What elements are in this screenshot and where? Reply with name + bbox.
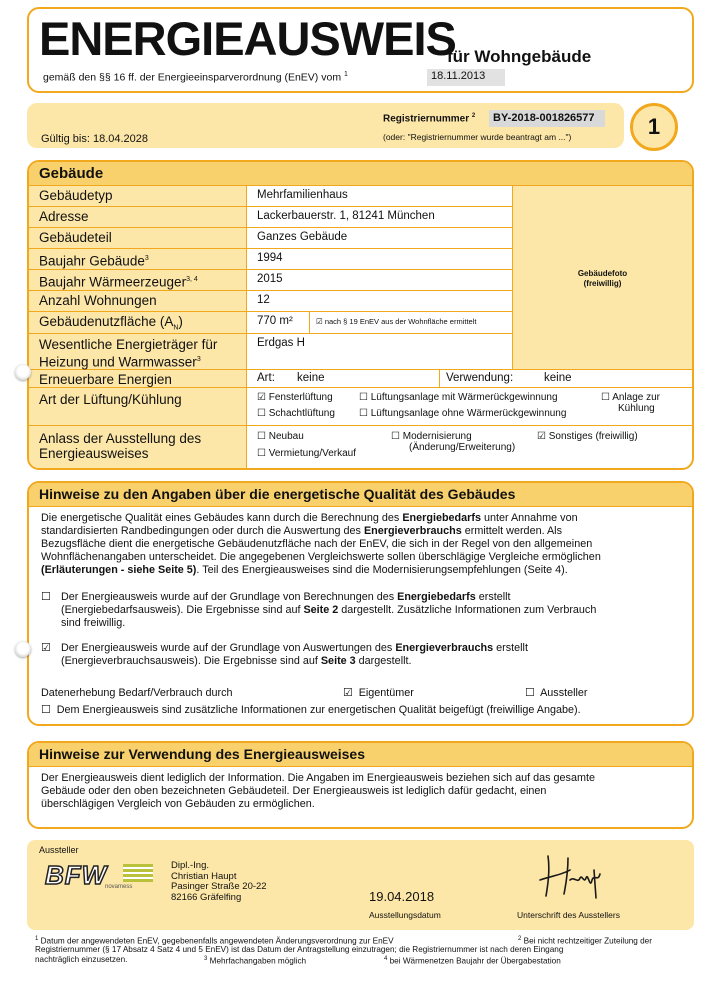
row-gebaeudeteil: Gebäudeteil Ganzes Gebäude	[29, 228, 513, 249]
lueftung-kuehlung[interactable]: ☐ Anlage zur	[601, 392, 661, 403]
row-wohnungen: Anzahl Wohnungen 12	[29, 291, 513, 312]
footnote-4: $^4$ bei Wärmenetzen Baujahr der Übergabestation	[384, 956, 561, 966]
lueftung-schacht[interactable]: ☐ Schachtlüftung	[257, 408, 335, 419]
hinweise-qualitaet-section	[27, 481, 694, 726]
registration-label: Registriernummer $^2$	[383, 113, 476, 125]
row-waermeerzeuger: Baujahr Wärmeerzeuger$^{3, 4}$ 2015	[29, 270, 513, 291]
document-title: ENERGIEAUSWEIS	[39, 12, 456, 65]
page-number-badge: 1	[630, 103, 678, 151]
hinweise-qualitaet-title: Hinweise zu den Angaben über die energetische Qualität des Gebäudes	[29, 483, 692, 507]
row-nutzflaeche: Gebäudenutzfläche $(A_N)$ 770 m² ☑ nach § 19 EnEV aus der Wohnfläche ermittelt	[29, 312, 513, 334]
ausstellungsdatum: 19.04.2018	[369, 889, 435, 904]
valid-until: Gültig bis: 18.04.2028	[41, 133, 149, 145]
lueftung-ohne-wrg[interactable]: ☐ Lüftungsanlage ohne Wärmerückgewinnung	[359, 408, 567, 419]
row-energietraeger: Wesentliche Energieträger für Heizung und Warmwasser$^3$ Erdgas H	[29, 334, 513, 370]
option-verbrauchsausweis: ☑ Der Energieausweis wurde auf der Grundlage von Auswertungen des Energieverbrauchs erstellt (Energieverbrauchsausweis). Die Ergebnisse sind auf Seite 3 dargestellt.	[41, 642, 528, 667]
signature-label: Unterschrift des Ausstellers	[517, 910, 620, 920]
registration-number: BY-2018-001826577	[489, 110, 605, 127]
footnote-3: $^3$ Mehrfachangaben möglich	[204, 956, 307, 966]
zusatzinfo-checkbox[interactable]: ☐	[41, 704, 51, 716]
ausstellungsdatum-label: Ausstellungsdatum	[369, 910, 441, 920]
footnote-2-line1: $^2$ Bei nicht rechtzeitiger Zuteilung der	[518, 936, 652, 946]
aussteller-checkbox[interactable]: ☐ Aussteller	[525, 687, 588, 699]
punch-hole-bottom	[15, 641, 31, 657]
document-subtitle: für Wohngebäude	[447, 47, 592, 66]
row-erneuerbare: Erneuerbare Energien Art: keine Verwendung: keine	[29, 370, 692, 388]
footnote-1-line2: nachträglich einzusetzen.	[35, 955, 128, 964]
aussteller-section	[27, 840, 694, 930]
gebaeude-section	[27, 160, 694, 470]
datenerhebung-row: Datenerhebung Bedarf/Verbrauch durch ☑ Eigentümer ☐ Aussteller	[41, 687, 588, 699]
anlass-neubau[interactable]: ☐ Neubau	[257, 431, 304, 442]
anlass-modernisierung[interactable]: ☐ Modernisierung	[391, 431, 472, 442]
gebaeude-title: Gebäude	[29, 162, 692, 186]
row-baujahr: Baujahr Gebäude$^3$ 1994	[29, 249, 513, 270]
row-anlass: Anlass der Ausstellung des Energieausweises ☐ Neubau ☐ Modernisierung (Änderung/Erweiterung) ☑ Sonstiges (freiwillig) ☐ Vermietung/Verkauf	[29, 426, 692, 468]
eigentuemer-checkbox[interactable]: ☑ Eigentümer	[343, 687, 414, 699]
nutzflaeche-checkbox[interactable]: ☑ nach § 19 EnEV aus der Wohnfläche ermittelt	[316, 317, 477, 326]
signature	[534, 850, 614, 904]
lueftung-mit-wrg[interactable]: ☐ Lüftungsanlage mit Wärmerückgewinnung	[359, 392, 558, 403]
hinweise-qualitaet-text: Die energetische Qualität eines Gebäudes kann durch die Berechnung des Energiebedarfs unter Annahme von standardisierten Randbedingungen oder durch die Auswertung des Energieverbrauchs ermittelt werden. Als Bezugsfläche dient die energetische Gebäudenutzfläche nach der EnEV, die sich in der Regel von den allgemeinen Wohnflächenangaben unterscheidet. Die angegebenen Vergleichswerte sollen überschlägige Vergleiche ermöglichen (Erläuterungen - siehe Seite 5). Teil des Energieausweises sind die Modernisierungsempfehlungen (Seite 4).	[41, 512, 601, 576]
zusatzinfo-row: ☐ Dem Energieausweis sind zusätzliche Informationen zur energetischen Qualität beigefügt (freiwillige Angabe).	[41, 704, 581, 716]
lueftung-fenster[interactable]: ☑ Fensterlüftung	[257, 392, 333, 403]
bfw-logo: BFW novamess	[45, 860, 155, 888]
footnote-2-line2: Registriernummer (§ 17 Absatz 4 Satz 4 und 5 EnEV) ist das Datum der Antragstellung einzutragen; die Registriernummer ist nach deren Eingang	[35, 945, 564, 954]
aussteller-address: Dipl.-Ing. Christian Haupt Pasinger Straße 20-22 82166 Gräfelfing	[171, 860, 267, 903]
header-panel	[27, 7, 694, 93]
verbrauchsausweis-checkbox[interactable]: ☑	[41, 642, 51, 654]
hinweise-verwendung-title: Hinweise zur Verwendung des Energieausweises	[29, 743, 692, 767]
gebaeudefoto-placeholder: Gebäudefoto (freiwillig)	[512, 186, 692, 370]
law-line: gemäß den §§ 16 ff. der Energieeinsparverordnung (EnEV) vom $^1$	[43, 71, 348, 84]
anlass-vermietung[interactable]: ☐ Vermietung/Verkauf	[257, 448, 357, 459]
footnote-1-line1: $^1$ Datum der angewendeten EnEV, gegebenenfalls angewendeten Änderungsverordnung zur EnEV	[35, 936, 394, 946]
bedarfsausweis-checkbox[interactable]: ☐	[41, 591, 51, 603]
hinweise-verwendung-section	[27, 741, 694, 829]
anlass-sonstiges[interactable]: ☑ Sonstiges (freiwillig)	[537, 431, 638, 442]
hinweise-verwendung-text: Der Energieausweis dient lediglich der Information. Die Angaben im Energieausweis beziehen sich auf das gesamte Gebäude oder den oben bezeichneten Gebäudeteil. Der Energieausweis ist lediglich dafür gedacht, einen überschlägigen Vergleich von Gebäuden zu ermöglichen.	[41, 772, 595, 810]
option-bedarfsausweis: ☐ Der Energieausweis wurde auf der Grundlage von Berechnungen des Energiebedarfs erstellt (Energiebedarfsausweis). Die Ergebnisse sind auf Seite 2 dargestellt. Zusätzliche Informationen zum Verbrauch sind freiwillig.	[41, 591, 597, 629]
row-adresse: Adresse Lackerbauerstr. 1, 81241 München	[29, 207, 513, 228]
law-date: 18.11.2013	[427, 69, 505, 86]
registration-note: (oder: "Registriernummer wurde beantragt am ...")	[383, 132, 572, 142]
aussteller-label: Aussteller	[39, 845, 79, 855]
row-gebaeudetyp: Gebäudetyp Mehrfamilienhaus	[29, 186, 513, 207]
punch-hole-top	[15, 364, 31, 380]
registration-strip	[27, 103, 624, 148]
row-lueftung: Art der Lüftung/Kühlung ☑ Fensterlüftung ☐ Lüftungsanlage mit Wärmerückgewinnung ☐ Anlage zur Kühlung ☐ Schachtlüftung ☐ Lüftungsanlage ohne Wärmerückgewinnung	[29, 388, 692, 426]
